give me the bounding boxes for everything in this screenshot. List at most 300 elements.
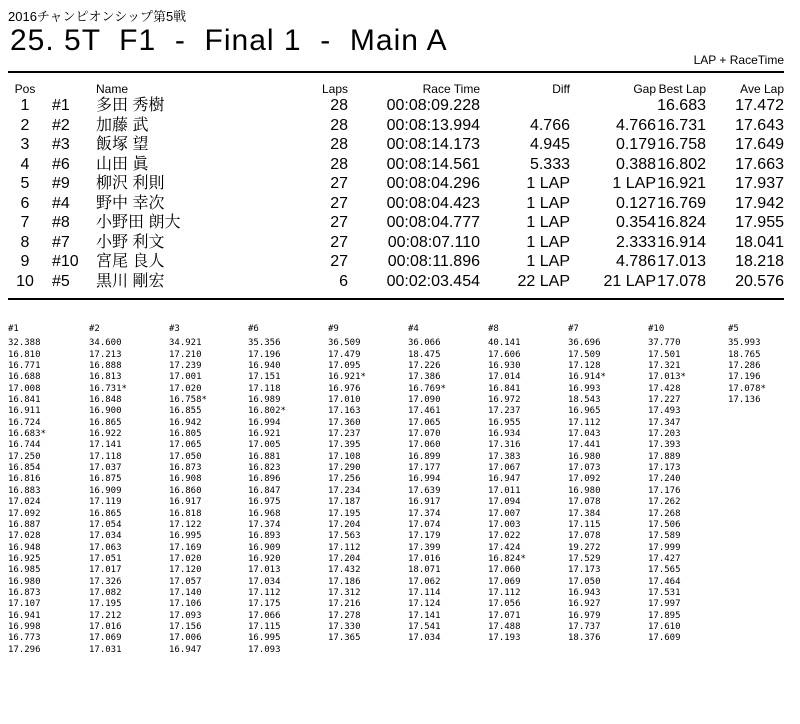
lap-time: 17.024 <box>8 497 41 508</box>
lap-column <box>328 324 366 645</box>
result-best-lap: 16.758 <box>657 136 706 153</box>
lap-time: 17.326 <box>89 576 122 587</box>
lap-time: 17.196 <box>728 372 761 383</box>
lap-time: 17.063 <box>89 542 122 553</box>
result-driver-name: 山田 眞 <box>96 155 149 173</box>
lap-time: 17.051 <box>89 553 122 564</box>
lap-time: 17.066 <box>248 610 281 621</box>
lap-time: 17.151 <box>248 372 281 383</box>
lap-time: 16.998 <box>8 621 41 632</box>
lap-time: 16.881 <box>248 451 281 462</box>
lap-time: 16.976 <box>328 383 361 394</box>
lap-time: 16.917 <box>169 497 202 508</box>
result-laps: 28 <box>330 116 348 134</box>
lap-time: 17.140 <box>169 587 202 598</box>
lap-column <box>648 324 686 645</box>
lap-time: 17.234 <box>328 485 361 496</box>
lap-time: 17.060 <box>408 440 441 451</box>
result-row <box>8 194 784 214</box>
lap-time: 17.107 <box>8 599 41 610</box>
lap-time: 17.173 <box>648 463 681 474</box>
lap-time: 17.106 <box>169 599 202 610</box>
lap-time: 17.374 <box>408 508 441 519</box>
result-driver-name: 黒川 剛宏 <box>96 272 165 290</box>
lap-time: 17.196 <box>248 349 281 360</box>
lap-time: 17.169 <box>169 542 202 553</box>
result-ave-lap: 17.942 <box>735 194 784 212</box>
lap-time: 17.043 <box>568 429 601 440</box>
lap-time: 16.893 <box>248 531 281 542</box>
lap-time: 17.050 <box>169 451 202 462</box>
lap-column-driver: #2 <box>89 324 100 334</box>
lap-time: 16.865 <box>89 508 122 519</box>
lap-time: 16.771 <box>8 361 41 372</box>
lap-time: 17.441 <box>568 440 601 451</box>
lap-time: 16.810 <box>8 349 41 360</box>
lap-time: 17.316 <box>488 440 521 451</box>
result-pos: 3 <box>20 136 30 153</box>
lap-time: 16.948 <box>8 542 41 553</box>
lap-time: 17.186 <box>328 576 361 587</box>
result-gap: 0.388 <box>615 155 656 173</box>
result-gap: 4.786 <box>615 253 656 270</box>
lap-time: 16.979 <box>568 610 601 621</box>
lap-time: 17.365 <box>328 633 361 644</box>
result-gap: 0.127 <box>615 194 656 212</box>
lap-time: 34.600 <box>89 338 122 349</box>
header-ave-lap: Ave Lap <box>740 82 784 96</box>
result-best-lap: 16.914 <box>657 233 706 251</box>
lap-time: 17.606 <box>488 349 521 360</box>
lap-time: 17.997 <box>648 599 681 610</box>
lap-time: 16.934 <box>488 429 521 440</box>
lap-time: 16.909 <box>248 542 281 553</box>
lap-column <box>169 324 207 656</box>
result-driver-name: 柳沢 利則 <box>96 175 165 192</box>
lap-time: 16.947 <box>488 474 521 485</box>
lap-time: 16.883 <box>8 485 41 496</box>
result-diff: 1 LAP <box>526 194 570 212</box>
lap-time: 16.943 <box>568 587 601 598</box>
lap-column-driver: #9 <box>328 324 339 334</box>
lap-time: 16.911 <box>8 406 41 417</box>
lap-time: 17.013 <box>248 565 281 576</box>
result-kart-number: #4 <box>52 194 70 212</box>
lap-time: 17.112 <box>248 587 281 598</box>
lap-time: 17.067 <box>488 463 521 474</box>
lap-time: 17.610 <box>648 621 681 632</box>
lap-time: 17.093 <box>248 644 281 655</box>
lap-time: 17.011 <box>488 485 521 496</box>
lap-time: 17.034 <box>89 531 122 542</box>
lap-time: 16.917 <box>408 497 441 508</box>
lap-time: 16.854 <box>8 463 41 474</box>
lap-time: 16.724 <box>8 417 41 428</box>
lap-time: 17.395 <box>328 440 361 451</box>
lap-time: 17.071 <box>488 610 521 621</box>
lap-time: 16.942 <box>169 417 202 428</box>
result-driver-name: 飯塚 望 <box>96 136 149 153</box>
lap-time: 17.737 <box>568 621 601 632</box>
lap-column-driver: #5 <box>728 324 739 334</box>
result-laps: 27 <box>330 194 348 212</box>
lap-time: 17.069 <box>488 576 521 587</box>
lap-time: 16.758* <box>169 395 207 406</box>
lap-time: 16.847 <box>248 485 281 496</box>
lap-column <box>89 324 127 656</box>
lap-time: 17.179 <box>408 531 441 542</box>
result-best-lap: 16.921 <box>657 175 706 192</box>
lap-column <box>408 324 446 645</box>
result-pos: 5 <box>20 175 30 192</box>
lap-time: 17.060 <box>488 565 521 576</box>
lap-time: 16.744 <box>8 440 41 451</box>
result-pos: 1 <box>20 97 30 114</box>
lap-time: 16.900 <box>89 406 122 417</box>
lap-time: 16.940 <box>248 361 281 372</box>
report-mode: LAP + RaceTime <box>693 53 784 67</box>
lap-time: 17.057 <box>169 576 202 587</box>
lap-time: 16.908 <box>169 474 202 485</box>
lap-time: 16.818 <box>169 508 202 519</box>
result-driver-name: 加藤 武 <box>96 116 149 134</box>
lap-time: 17.321 <box>648 361 681 372</box>
header-name: Name <box>96 82 129 96</box>
lap-column-driver: #8 <box>488 324 499 334</box>
lap-time: 17.529 <box>568 553 601 564</box>
result-row <box>8 96 784 116</box>
lap-time: 17.262 <box>648 497 681 508</box>
results-body <box>8 96 784 291</box>
lap-time: 16.841 <box>8 395 41 406</box>
lap-time: 16.955 <box>488 417 521 428</box>
lap-time: 16.914* <box>568 372 606 383</box>
lap-time: 17.073 <box>568 463 601 474</box>
result-diff: 1 LAP <box>526 214 570 231</box>
lap-time: 17.074 <box>408 519 441 530</box>
header-race-time: Race Time <box>422 82 480 96</box>
lap-time: 18.376 <box>568 633 601 644</box>
lap-time: 17.237 <box>488 406 521 417</box>
lap-time: 17.330 <box>328 621 361 632</box>
lap-time: 16.899 <box>408 451 441 462</box>
lap-time: 17.250 <box>8 451 41 462</box>
lap-time: 16.922 <box>89 429 122 440</box>
lap-time: 17.008 <box>8 383 41 394</box>
result-driver-name: 宮尾 良人 <box>96 253 165 270</box>
lap-time: 17.424 <box>488 542 521 553</box>
result-race-time: 00:08:09.228 <box>386 97 480 114</box>
lap-time: 17.141 <box>89 440 122 451</box>
result-race-time: 00:08:07.110 <box>387 233 480 251</box>
result-kart-number: #9 <box>52 175 70 192</box>
result-gap: 1 LAP <box>612 175 656 192</box>
lap-time: 16.980 <box>568 451 601 462</box>
lap-time: 16.909 <box>89 485 122 496</box>
lap-time: 17.092 <box>8 508 41 519</box>
lap-time: 17.001 <box>169 372 202 383</box>
lap-time: 17.095 <box>328 361 361 372</box>
lap-time: 16.980 <box>8 576 41 587</box>
lap-time: 16.921 <box>248 429 281 440</box>
lap-time: 35.356 <box>248 338 281 349</box>
lap-time: 17.479 <box>328 349 361 360</box>
lap-time: 17.432 <box>328 565 361 576</box>
lap-time: 16.921* <box>328 372 366 383</box>
header-pos: Pos <box>14 82 36 96</box>
lap-time: 17.056 <box>488 599 521 610</box>
result-race-time: 00:08:04.777 <box>386 214 480 231</box>
lap-time: 17.493 <box>648 406 681 417</box>
lap-time: 17.156 <box>169 621 202 632</box>
lap-time: 17.204 <box>328 519 361 530</box>
lap-time: 17.360 <box>328 417 361 428</box>
bottom-rule <box>8 298 784 300</box>
lap-time: 16.994 <box>408 474 441 485</box>
result-kart-number: #3 <box>52 136 70 153</box>
lap-time: 40.141 <box>488 338 521 349</box>
lap-time: 17.531 <box>648 587 681 598</box>
header-diff: Diff <box>552 82 570 96</box>
lap-time: 17.999 <box>648 542 681 553</box>
lap-time: 16.994 <box>248 417 281 428</box>
lap-time: 17.093 <box>169 610 202 621</box>
result-diff: 4.766 <box>529 116 570 134</box>
result-best-lap: 16.824 <box>657 214 706 231</box>
lap-column-driver: #10 <box>648 324 665 334</box>
lap-time: 17.461 <box>408 406 441 417</box>
lap-time: 17.175 <box>248 599 281 610</box>
lap-column <box>8 324 46 656</box>
lap-time: 17.399 <box>408 542 441 553</box>
lap-time: 16.927 <box>568 599 601 610</box>
lap-time: 16.805 <box>169 429 202 440</box>
lap-time: 17.065 <box>408 417 441 428</box>
lap-time: 37.770 <box>648 338 681 349</box>
lap-time: 17.020 <box>169 383 202 394</box>
lap-column <box>728 324 766 406</box>
lap-time: 17.112 <box>328 542 361 553</box>
lap-time: 17.112 <box>568 417 601 428</box>
result-diff: 1 LAP <box>526 233 570 251</box>
result-pos: 9 <box>20 253 30 270</box>
lap-time: 17.278 <box>328 610 361 621</box>
lap-time: 17.128 <box>568 361 601 372</box>
event-subtitle: 2016チャンピオンシップ第5戦 <box>8 9 187 24</box>
lap-time: 17.122 <box>169 519 202 530</box>
result-pos: 4 <box>20 155 30 173</box>
lap-time: 17.014 <box>488 372 521 383</box>
result-diff: 4.945 <box>529 136 570 153</box>
results-table <box>8 82 784 291</box>
result-gap: 2.333 <box>615 233 656 251</box>
lap-time: 17.506 <box>648 519 681 530</box>
lap-time: 17.006 <box>169 633 202 644</box>
lap-time: 17.509 <box>568 349 601 360</box>
lap-time: 17.141 <box>408 610 441 621</box>
result-laps: 28 <box>330 136 348 153</box>
lap-time: 17.256 <box>328 474 361 485</box>
result-ave-lap: 17.649 <box>735 136 784 153</box>
result-race-time: 00:08:04.423 <box>386 194 480 212</box>
lap-time: 17.286 <box>728 361 761 372</box>
lap-time: 17.240 <box>648 474 681 485</box>
result-kart-number: #5 <box>52 272 70 290</box>
result-pos: 10 <box>16 272 34 290</box>
lap-time: 16.823 <box>248 463 281 474</box>
page-title: 25. 5T F1 - Final 1 - Main A <box>10 24 448 57</box>
lap-time: 16.972 <box>488 395 521 406</box>
result-race-time: 00:02:03.454 <box>386 272 480 290</box>
results-header <box>8 82 784 96</box>
lap-time: 17.386 <box>408 372 441 383</box>
result-kart-number: #8 <box>52 214 70 231</box>
lap-time: 17.374 <box>248 519 281 530</box>
lap-time: 17.216 <box>328 599 361 610</box>
result-driver-name: 小野田 朗大 <box>96 214 181 231</box>
lap-time: 17.050 <box>568 576 601 587</box>
result-driver-name: 多田 秀樹 <box>96 97 165 114</box>
lap-time: 16.865 <box>89 417 122 428</box>
lap-time: 17.296 <box>8 644 41 655</box>
result-pos: 7 <box>20 214 30 231</box>
result-row <box>8 116 784 136</box>
lap-time: 17.237 <box>328 429 361 440</box>
lap-time: 17.005 <box>248 440 281 451</box>
result-diff: 1 LAP <box>526 253 570 270</box>
lap-time: 17.065 <box>169 440 202 451</box>
lap-column <box>248 324 286 656</box>
lap-time: 16.920 <box>248 553 281 564</box>
result-laps: 27 <box>330 175 348 192</box>
lap-time: 17.124 <box>408 599 441 610</box>
lap-time: 16.985 <box>8 565 41 576</box>
header-best-lap: Best Lap <box>658 82 706 96</box>
lap-time: 16.855 <box>169 406 202 417</box>
result-pos: 2 <box>20 116 30 134</box>
lap-time: 16.683* <box>8 429 46 440</box>
result-gap: 0.354 <box>615 214 656 231</box>
result-laps: 27 <box>330 253 348 270</box>
lap-time: 18.475 <box>408 349 441 360</box>
lap-time: 17.054 <box>89 519 122 530</box>
lap-time: 17.239 <box>169 361 202 372</box>
lap-time: 16.731* <box>89 383 127 394</box>
lap-time: 16.860 <box>169 485 202 496</box>
result-kart-number: #6 <box>52 155 70 173</box>
lap-time: 16.941 <box>8 610 41 621</box>
lap-time: 17.010 <box>328 395 361 406</box>
result-race-time: 00:08:14.173 <box>386 136 480 153</box>
lap-time: 17.078 <box>568 497 601 508</box>
lap-time: 17.347 <box>648 417 681 428</box>
result-row <box>8 272 784 292</box>
lap-time: 17.193 <box>488 633 521 644</box>
lap-column-driver: #1 <box>8 324 19 334</box>
lap-time: 17.020 <box>169 553 202 564</box>
lap-time: 17.464 <box>648 576 681 587</box>
lap-time: 17.062 <box>408 576 441 587</box>
lap-time: 17.028 <box>8 531 41 542</box>
lap-time: 17.501 <box>648 349 681 360</box>
lap-time: 17.112 <box>488 587 521 598</box>
result-best-lap: 16.769 <box>657 194 706 212</box>
lap-time: 17.227 <box>648 395 681 406</box>
lap-time: 17.119 <box>89 497 122 508</box>
result-best-lap: 16.683 <box>657 97 706 114</box>
lap-time: 17.114 <box>408 587 441 598</box>
result-row <box>8 174 784 194</box>
lap-time: 16.947 <box>169 644 202 655</box>
result-diff: 1 LAP <box>526 175 570 192</box>
result-pos: 8 <box>20 233 30 251</box>
result-kart-number: #2 <box>52 116 70 134</box>
lap-time: 16.769* <box>408 383 446 394</box>
lap-time: 16.773 <box>8 633 41 644</box>
lap-time: 17.639 <box>408 485 441 496</box>
lap-time: 17.204 <box>328 553 361 564</box>
lap-time: 16.965 <box>568 406 601 417</box>
lap-time: 17.078* <box>728 383 766 394</box>
result-best-lap: 17.078 <box>657 272 706 290</box>
lap-time: 17.017 <box>89 565 122 576</box>
lap-time: 16.875 <box>89 474 122 485</box>
lap-time: 17.589 <box>648 531 681 542</box>
lap-time: 36.066 <box>408 338 441 349</box>
lap-time: 17.092 <box>568 474 601 485</box>
lap-time: 17.003 <box>488 519 521 530</box>
lap-time: 17.895 <box>648 610 681 621</box>
lap-time: 17.163 <box>328 406 361 417</box>
lap-time: 17.195 <box>328 508 361 519</box>
result-ave-lap: 18.041 <box>735 233 784 251</box>
result-kart-number: #10 <box>52 253 79 270</box>
lap-time: 17.031 <box>89 644 122 655</box>
result-ave-lap: 17.663 <box>735 155 784 173</box>
lap-time: 34.921 <box>169 338 202 349</box>
result-gap: 0.179 <box>615 136 656 153</box>
lap-time: 18.071 <box>408 565 441 576</box>
lap-column-driver: #7 <box>568 324 579 334</box>
lap-time: 17.136 <box>728 395 761 406</box>
result-gap: 4.766 <box>615 116 656 134</box>
lap-time: 17.078 <box>568 531 601 542</box>
lap-column-driver: #3 <box>169 324 180 334</box>
result-kart-number: #7 <box>52 233 70 251</box>
result-ave-lap: 17.955 <box>735 214 784 231</box>
lap-time: 17.007 <box>488 508 521 519</box>
lap-time: 18.543 <box>568 395 601 406</box>
lap-time: 17.082 <box>89 587 122 598</box>
result-pos: 6 <box>20 194 30 212</box>
lap-time: 16.824* <box>488 553 526 564</box>
result-diff: 5.333 <box>529 155 570 173</box>
lap-time: 16.873 <box>8 587 41 598</box>
result-ave-lap: 20.576 <box>735 272 784 290</box>
lap-time: 17.488 <box>488 621 521 632</box>
result-laps: 27 <box>330 233 348 251</box>
lap-time: 17.427 <box>648 553 681 564</box>
lap-time: 16.873 <box>169 463 202 474</box>
lap-time: 16.975 <box>248 497 281 508</box>
lap-time: 17.889 <box>648 451 681 462</box>
result-diff: 22 LAP <box>517 272 570 290</box>
lap-time: 36.696 <box>568 338 601 349</box>
header-gap: Gap <box>633 82 656 96</box>
lap-time: 17.312 <box>328 587 361 598</box>
result-ave-lap: 17.643 <box>735 116 784 134</box>
lap-time: 16.848 <box>89 395 122 406</box>
